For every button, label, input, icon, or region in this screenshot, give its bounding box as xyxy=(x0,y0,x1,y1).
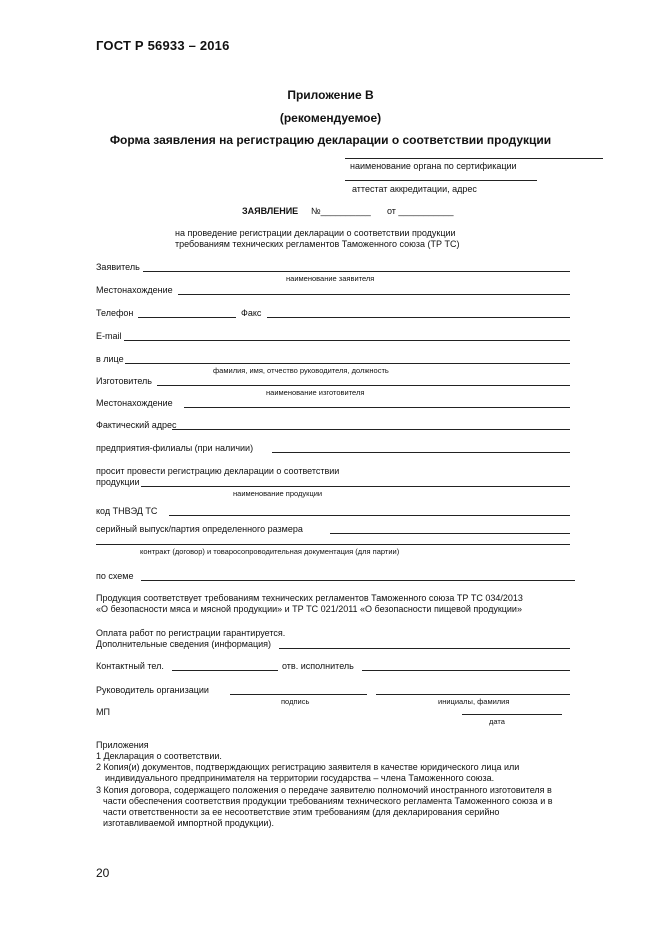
manufacturer-label: Изготовитель xyxy=(96,376,152,386)
annex-status: (рекомендуемое) xyxy=(279,111,382,125)
application-purpose-1: на проведение регистрации декларации о соответствии продукции xyxy=(175,228,456,238)
hs-code-label: код ТНВЭД ТС xyxy=(96,506,158,516)
phone-line xyxy=(138,317,236,318)
attachment-item-3-line-2: части обеспечения соответствия продукции требованиям технического регламента Таможенного союза и в xyxy=(103,796,553,806)
batch-label: серийный выпуск/партия определенного размера xyxy=(96,524,303,534)
certification-body-caption: наименование органа по сертификации xyxy=(350,161,517,171)
batch-line xyxy=(330,533,570,534)
accreditation-caption: аттестат аккредитации, адрес xyxy=(352,184,477,194)
application-number: №__________ xyxy=(311,206,371,216)
location-label: Местонахождение xyxy=(96,285,173,295)
executor-label: отв. исполнитель xyxy=(282,661,354,671)
applicant-label: Заявитель xyxy=(96,262,140,272)
document-standard-header: ГОСТ Р 56933 – 2016 xyxy=(96,38,230,53)
head-label: Руководитель организации xyxy=(96,685,209,695)
signature-caption: подпись xyxy=(281,697,310,706)
compliance-line-2: «О безопасности мяса и мясной продукции» и ТР ТС 021/2011 «О безопасности пищевой продукции» xyxy=(96,604,522,614)
contact-phone-label: Контактный тел. xyxy=(96,661,164,671)
contract-caption: контракт (договор) и товаросопроводительная документация (для партии) xyxy=(140,547,400,556)
phone-label: Телефон xyxy=(96,308,134,318)
certification-body-line xyxy=(345,158,603,159)
scheme-line xyxy=(141,580,575,581)
manufacturer-caption: наименование изготовителя xyxy=(266,388,365,397)
contract-line xyxy=(96,544,570,545)
name-caption: инициалы, фамилия xyxy=(438,697,510,706)
attachments-title: Приложения xyxy=(96,740,149,750)
application-heading: ЗАЯВЛЕНИЕ xyxy=(242,206,299,216)
additional-info-line xyxy=(279,648,570,649)
location-line xyxy=(178,294,570,295)
product-caption: наименование продукции xyxy=(233,489,323,498)
attachment-item-2-line-2: индивидуального предпринимателя на территории государства – члена Таможенного союза. xyxy=(105,773,495,783)
manufacturer-line xyxy=(157,385,570,386)
represented-line xyxy=(125,363,570,364)
attachment-item-2-line-1: 2 Копия(и) документов, подтверждающих регистрацию заявителя в качестве юридического лица или xyxy=(96,762,520,772)
application-purpose-2: требованиям технических регламентов Таможенного союза (ТР ТС) xyxy=(175,239,460,249)
manufacturer-location-line xyxy=(184,407,570,408)
fax-line xyxy=(267,317,570,318)
branches-line xyxy=(272,452,570,453)
payment-guarantee: Оплата работ по регистрации гарантируется. xyxy=(96,628,286,638)
date-caption: дата xyxy=(489,717,505,726)
additional-info-label: Дополнительные сведения (информация) xyxy=(96,639,272,649)
product-line xyxy=(141,486,570,487)
actual-address-line xyxy=(172,429,570,430)
compliance-line-1: Продукция соответствует требованиям технических регламентов Таможенного союза ТР ТС 034/2013 xyxy=(96,593,523,603)
fax-label: Факс xyxy=(241,308,262,318)
application-date: от ___________ xyxy=(387,206,454,216)
actual-address-label: Фактический адрес xyxy=(96,420,177,430)
applicant-line xyxy=(143,271,570,272)
date-line xyxy=(462,714,562,715)
scheme-label: по схеме xyxy=(96,571,134,581)
stamp-label: МП xyxy=(96,707,110,717)
attachment-item-1: 1 Декларация о соответствии. xyxy=(96,751,222,761)
accreditation-line xyxy=(345,180,537,181)
page-number: 20 xyxy=(96,866,110,880)
annex-title: Приложение В xyxy=(287,88,374,102)
attachment-item-3-line-3: части ответственности за ее несоответствие этим требованиям (для декларирования серийно xyxy=(103,807,500,817)
email-line xyxy=(124,340,570,341)
name-line xyxy=(376,694,570,695)
email-label: E-mail xyxy=(96,331,122,341)
request-line-2: продукции xyxy=(96,477,140,487)
hs-code-line xyxy=(169,515,570,516)
request-line-1: просит провести регистрацию декларации о соответствии xyxy=(96,466,340,476)
contact-phone-line xyxy=(172,670,278,671)
attachment-item-3-line-4: изготавливаемой импортной продукции). xyxy=(103,818,274,828)
attachment-item-3-line-1: 3 Копия договора, содержащего положения о передаче заявителю полномочий иностранного изготовителя в xyxy=(96,785,552,795)
manufacturer-location-label: Местонахождение xyxy=(96,398,173,408)
applicant-caption: наименование заявителя xyxy=(286,274,375,283)
signature-line xyxy=(230,694,367,695)
represented-caption: фамилия, имя, отчество руководителя, должность xyxy=(213,366,389,375)
form-title: Форма заявления на регистрацию декларации о соответствии продукции xyxy=(109,133,552,147)
represented-label: в лице xyxy=(96,354,124,364)
executor-line xyxy=(362,670,570,671)
branches-label: предприятия-филиалы (при наличии) xyxy=(96,443,254,453)
